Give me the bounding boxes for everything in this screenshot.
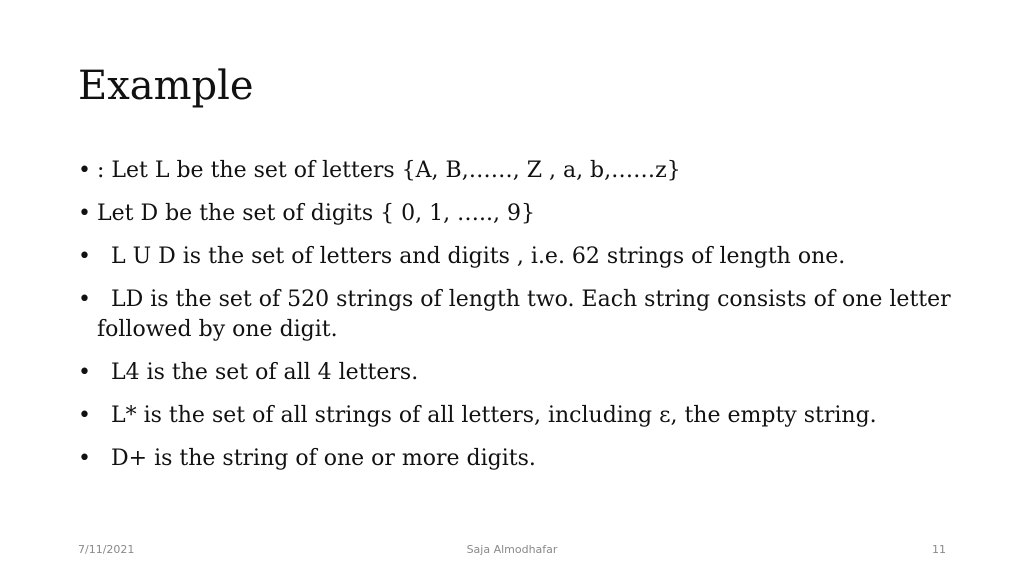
bullet-icon: •	[78, 244, 91, 269]
bullet-icon: •	[78, 403, 91, 428]
footer-author: Saja Almodhafar	[466, 543, 558, 556]
bullet-text: L4 is the set of all 4 letters.	[97, 360, 419, 385]
bullet-text: L* is the set of all strings of all letters, including ε, the empty string.	[97, 403, 877, 428]
bullet-icon: •	[78, 360, 91, 385]
bullet-icon: •	[78, 158, 91, 183]
bullet-icon: •	[78, 446, 91, 471]
slide-title: Example	[78, 63, 254, 109]
bullet-item	[78, 242, 958, 272]
bullet-icon: •	[78, 287, 91, 312]
bullet-text: LD is the set of 520 strings of length two. Each string consists of one letter followed by one digit.	[97, 287, 958, 342]
bullet-icon: •	[78, 201, 91, 226]
footer-page-number: 11	[932, 543, 946, 556]
bullet-item	[78, 285, 958, 345]
bullet-text: L U D is the set of letters and digits , i.e. 62 strings of length one.	[97, 244, 846, 269]
bullet-item	[78, 199, 958, 229]
bullet-item	[78, 444, 958, 474]
bullet-text: : Let L be the set of letters {A, B,……, Z , a, b,……z}	[97, 158, 681, 183]
bullet-text: D+ is the string of one or more digits.	[97, 446, 536, 471]
footer-date: 7/11/2021	[78, 543, 135, 556]
bullet-text: Let D be the set of digits { 0, 1, ….., 9}	[97, 201, 536, 226]
bullet-item	[78, 156, 958, 186]
bullet-item	[78, 401, 958, 431]
bullet-list	[78, 156, 958, 487]
bullet-item	[78, 358, 958, 388]
